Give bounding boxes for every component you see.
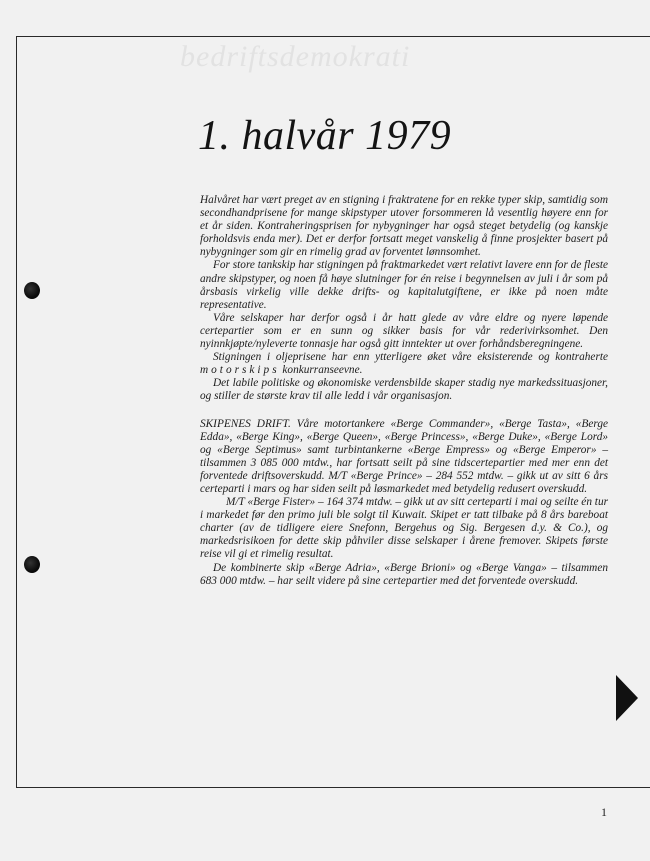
paragraph-political: Det labile politiske og økonomiske verdensbilde skaper stadig nye markedssituasjoner, og stiller de største krav til alle ledd i vår organisasjon. bbox=[200, 377, 608, 403]
paragraph-ship-operations: SKIPENES DRIFT. Våre motortankere «Berge Commander», «Berge Tasta», «Berge Edda», «Berge King», «Berge Queen», «Berge Princess», «Berge Duke», «Berge Lord» og «Berge Septimus» samt turbintankerne «Berge Empress» og «Berge Emperor» – tilsammen 3 085 000 mtdw., har fortsatt seilt på sine tidscertepartier med mer enn det forventede driftsoverskudd. M/T «Berge Prince» – 284 552 mtdw. – gikk ut av sitt 6 års certeparti i mars og har siden seilt på løsmarkedet med betydelig redusert overskudd. bbox=[200, 417, 608, 495]
emphasized-word: motorskips bbox=[200, 364, 280, 377]
page-number: 1 bbox=[601, 805, 607, 819]
paragraph-tankers: For store tankskip har stigningen på fraktmarkedet vært relativt lavere enn for de fleste andre skipstyper, og noen få høye slutninger for én reise i begynnelsen av juli i år som på årsbasis virkelig ville dekke drifts- og kapitalutgiftene, er ikke på noen måte representative. bbox=[200, 259, 609, 311]
paragraph-berge-fister: M/T «Berge Fister» – 164 374 mtdw. – gikk ut av sitt certeparti i mai og seilte én tur i markedet før den primo juli ble solgt til Kuwait. Skipet er tatt tilbake på 8 års bareboat charter (av de tidligere eiere Snefonn, Bergehus og Sig. Bergesen d.y. & Co.), og markedsrisikoen for dette skip påhviler disse selskaper i årene fremover. Skipets første reise vil gi et rimelig resultat. bbox=[200, 496, 608, 561]
paragraph-oil-prices bbox=[200, 351, 608, 377]
punch-hole-icon bbox=[24, 556, 40, 573]
paragraph-combined-ships: De kombinerte skip «Berge Adria», «Berge Brioni» og «Berge Vanga» – tilsammen 683 000 mtdw. – har seilt videre på sine certepartier med det forventede overskudd. bbox=[200, 561, 608, 587]
show-through-text: bedriftsdemokrati bbox=[180, 40, 411, 73]
triangle-right-icon[interactable] bbox=[616, 675, 638, 721]
punch-hole-icon bbox=[24, 282, 40, 299]
page-title: 1. halvår 1979 bbox=[198, 113, 452, 159]
paragraph-companies: Våre selskaper har derfor også i år hatt glede av våre eldre og nyere løpende certepartier som er en sunn og sikker basis for vår rederivirksomhet. Den nyinnkjøpte/nyleverte tonnasje har også gitt inntekter ut over forhåndsberegningene. bbox=[200, 311, 608, 351]
article-body bbox=[200, 194, 608, 588]
paragraph-intro: Halvåret har vært preget av en stigning i fraktratene for en rekke typer skip, samtidig som secondhandprisene for mange skipstyper utover forsommeren lå vesentlig høyere enn for et år siden. Kontraheringsprisen for nybygninger har også steget betydelig (og kanskje forholdsvis enda mer). Det er derfor fortsatt meget vanskelig å finne prosjekter basert på nybygninger som gir en rimelig grad av forventet lønnsomhet. bbox=[200, 194, 608, 259]
oil-prices-text: Stigningen i oljeprisene har enn ytterligere øket våre eksisterende og kontraherte bbox=[213, 351, 608, 364]
oil-prices-text-end: konkurranseevne. bbox=[282, 364, 363, 377]
